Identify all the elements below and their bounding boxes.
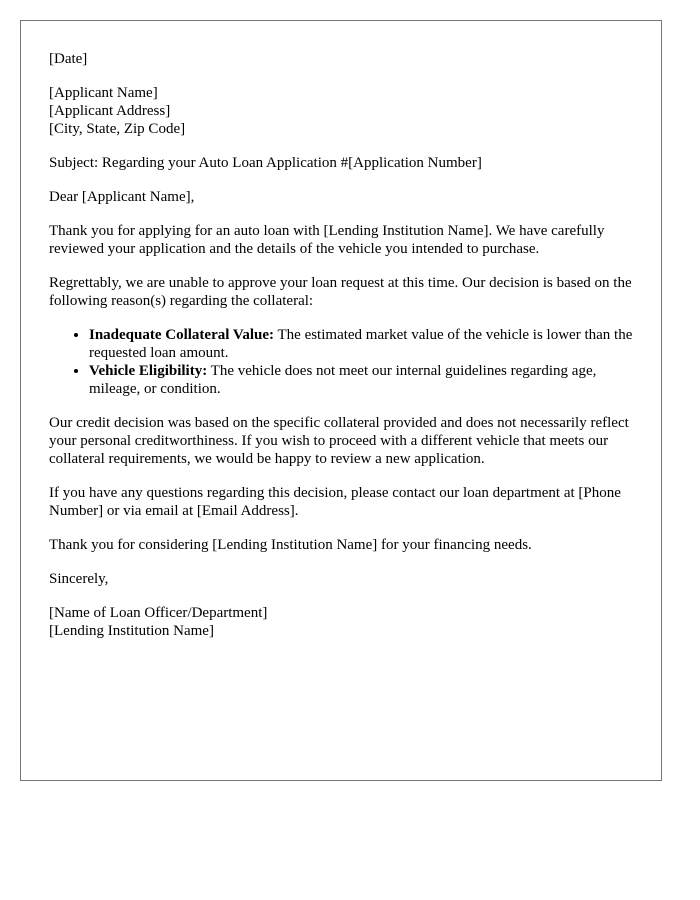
letter-paragraph-thanks: Thank you for considering [Lending Institution Name] for your financing needs. xyxy=(49,537,532,553)
letter-paragraph-intro: Thank you for applying for an auto loan with [Lending Institution Name]. We have carefully reviewed your application and the details of the vehicle you intended to purchase. xyxy=(49,223,605,257)
letter-paragraph-contact: If you have any questions regarding this decision, please contact our loan department at [Phone Number] or via email at [Email Address]. xyxy=(49,485,621,519)
recipient-name: [Applicant Name] xyxy=(49,85,158,101)
letter-date: [Date] xyxy=(49,51,88,67)
letter-page xyxy=(20,20,662,781)
letter-salutation: Dear [Applicant Name], xyxy=(49,189,195,205)
recipient-address-block xyxy=(49,84,633,138)
recipient-city-state-zip: [City, State, Zip Code] xyxy=(49,121,186,137)
letter-paragraph-credit-decision: Our credit decision was based on the specific collateral provided and does not necessarily reflect your personal creditworthiness. If you wish to proceed with a different vehicle that meets our collateral requirements, we would be happy to review a new application. xyxy=(49,415,629,467)
reason-title: Inadequate Collateral Value: xyxy=(89,327,275,343)
letter-closing: Sincerely, xyxy=(49,571,109,587)
signature-name: [Name of Loan Officer/Department] xyxy=(49,605,268,621)
letter-paragraph-decision: Regrettably, we are unable to approve your loan request at this time. Our decision is based on the following reason(s) regarding the collateral: xyxy=(49,275,632,309)
reason-title: Vehicle Eligibility: xyxy=(89,363,208,379)
reasons-list xyxy=(49,326,633,398)
recipient-address: [Applicant Address] xyxy=(49,103,171,119)
reason-item xyxy=(89,362,633,398)
reason-text: The vehicle does not meet our internal guidelines regarding age, mileage, or condition. xyxy=(89,363,597,397)
reason-item xyxy=(89,326,633,362)
signature-block xyxy=(49,604,633,640)
signature-institution: [Lending Institution Name] xyxy=(49,623,214,639)
reason-text: The estimated market value of the vehicle is lower than the requested loan amount. xyxy=(89,327,633,361)
letter-subject: Subject: Regarding your Auto Loan Application #[Application Number] xyxy=(49,155,482,171)
